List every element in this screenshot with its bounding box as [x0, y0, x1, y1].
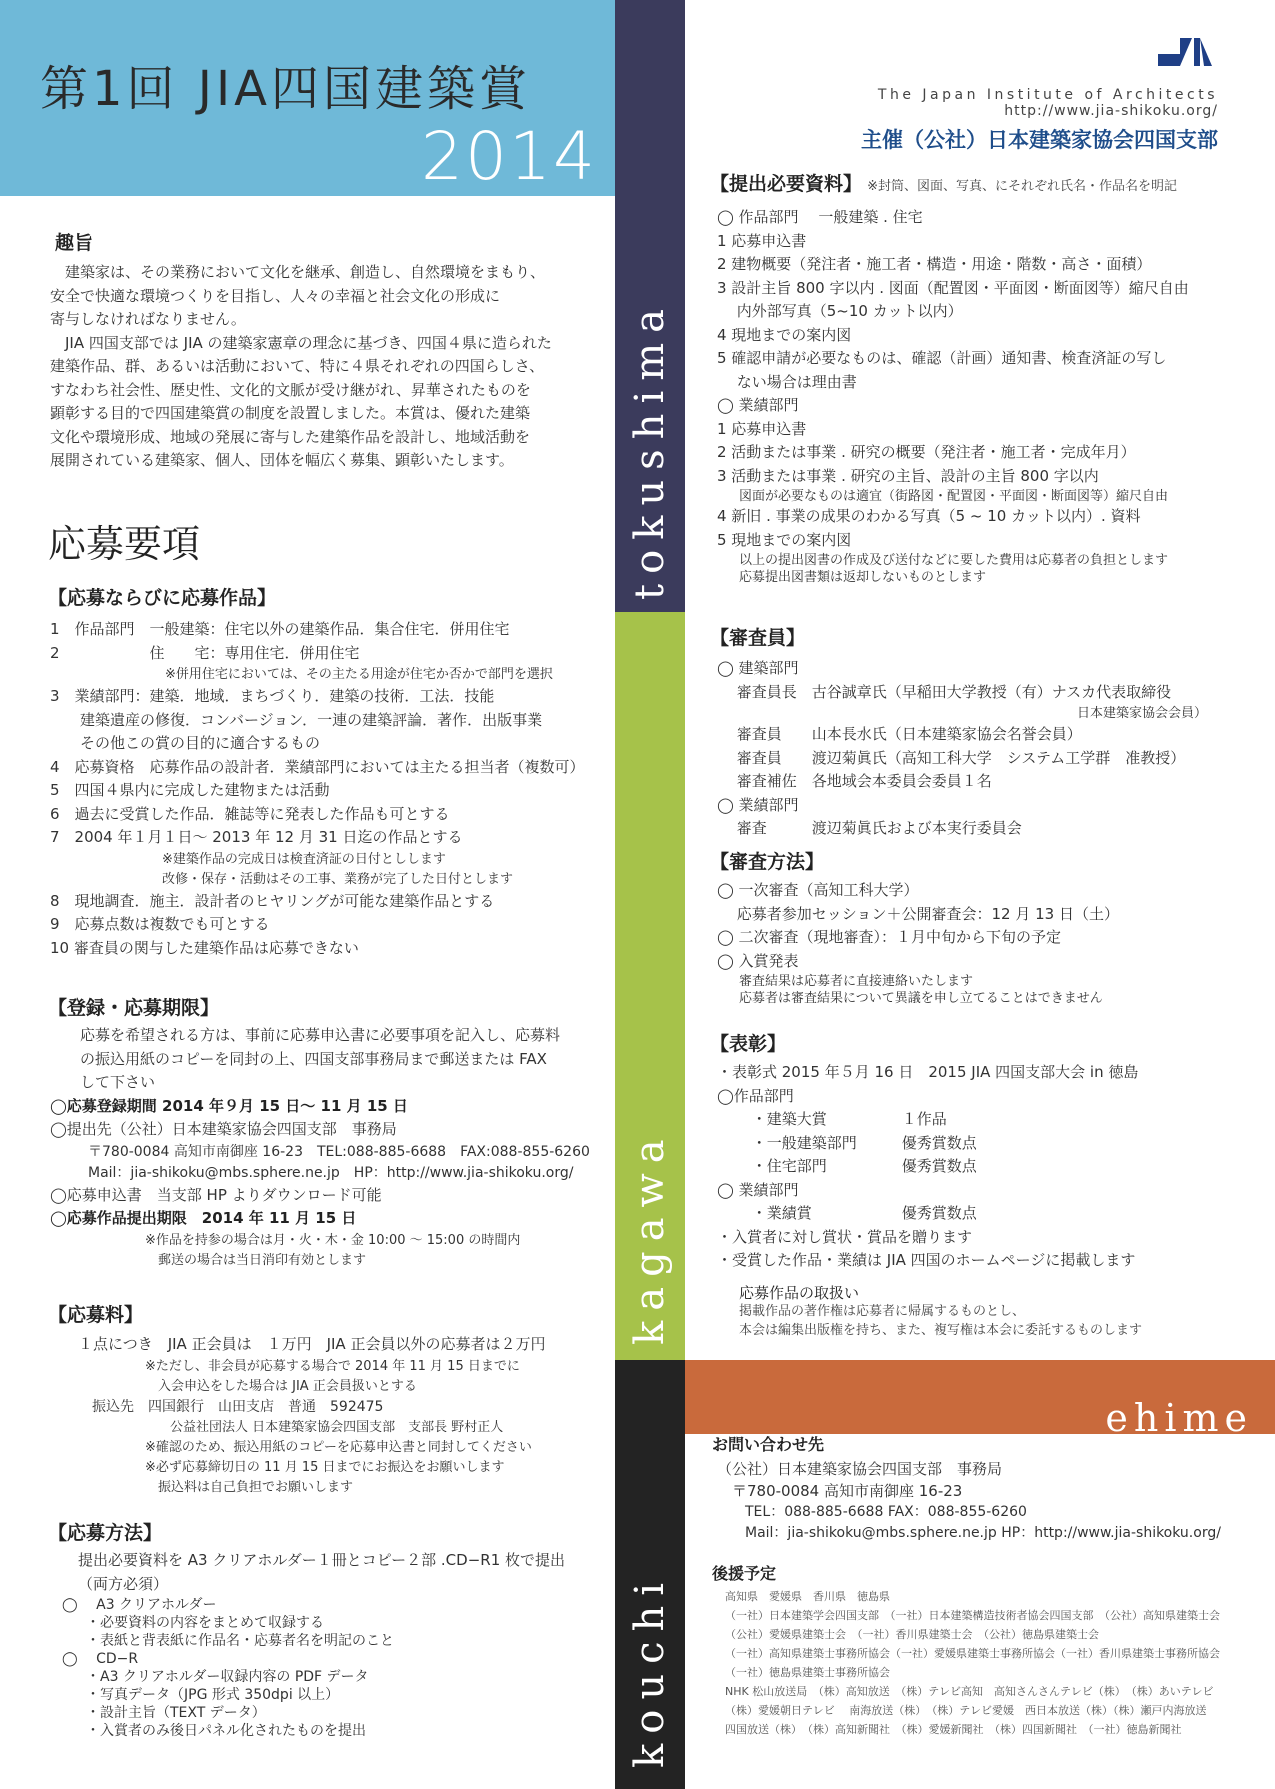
- band-label-ehime: ehime: [1105, 1396, 1253, 1440]
- purpose-line: 文化や環境形成、地域の発展に寄与した建築作品を設計し、地域活動を: [50, 427, 531, 446]
- method-heading: 【応募方法】: [48, 1522, 163, 1544]
- org-english-name: The Japan Institute of Architects: [877, 87, 1218, 103]
- docs-line: ◯ 業績部門: [717, 396, 799, 414]
- docs-line: 内外部写真（5~10 カット以内）: [717, 302, 963, 320]
- reg-line: ◯応募作品提出期限 2014 年 11 月 15 日: [50, 1209, 357, 1227]
- registration-list: [50, 1024, 610, 1271]
- docs-line: 5 現地までの案内図: [717, 530, 852, 549]
- award-line: ・住宅部門 優秀賞数点: [717, 1157, 977, 1175]
- page-title: 第1回 JIA四国建築賞: [40, 61, 531, 117]
- entry-line: 4 応募資格 応募作品の設計者．業績部門においては主たる担当者（複数可）: [50, 757, 585, 776]
- docs-line: ない場合は理由書: [717, 372, 857, 391]
- band-label-tokushima: tokushima: [627, 298, 673, 600]
- docs-heading: [710, 169, 1177, 196]
- support-line: （一社）日本建築学会四国支部 （一社）日本建築構造技術者協会四国支部 （公社）高知県建築士会: [725, 1609, 1220, 1622]
- jury-line: 審査 渡辺菊眞氏および本実行委員会: [717, 819, 1022, 837]
- docs-line: 3 設計主旨 800 字以内 . 図面（配置図・平面図・断面図等）縮尺自由: [717, 278, 1189, 297]
- purpose-line: 安全で快適な環境つくりを目指し、人々の幸福と社会文化の形成に: [50, 286, 501, 305]
- support-line: （一社）高知県建築士事務所協会（一社）愛媛県建築士事務所協会（一社）香川県建築士事務所協会: [725, 1647, 1220, 1660]
- reg-line: ※作品を持参の場合は月・火・木・金 10:00 ～ 15:00 の時間内: [145, 1232, 521, 1248]
- entry-list: [50, 618, 610, 960]
- method-line: ・表紙と背表紙に作品名・応募者名を明記のこと: [86, 1633, 394, 1649]
- entry-line: 9 応募点数は複数でも可とする: [50, 915, 270, 933]
- purpose-line: 建築家は、その業務において文化を継承、創造し、自然環境をまもり、: [50, 263, 546, 281]
- docs-line: 2 活動または事業 . 研究の概要（発注者・施工者・完成年月）: [717, 443, 1136, 461]
- award-heading: 【表彰】: [710, 1033, 787, 1055]
- judge-line: 応募者は審査結果について異議を申し立てることはできません: [739, 991, 1103, 1006]
- handling-line: 本会は編集出版権を持ち、また、複写権は本会に委託するものします: [739, 1323, 1143, 1338]
- support-line: 高知県 愛媛県 香川県 徳島県: [725, 1590, 890, 1603]
- band-ehime: [685, 1360, 1275, 1440]
- award-line: ・一般建築部門 優秀賞数点: [717, 1133, 977, 1152]
- jury-line: 審査員 渡辺菊眞氏（高知工科大学 システム工学群 准教授）: [717, 748, 1186, 767]
- jury-line: ◯ 業績部門: [717, 795, 799, 814]
- method-line: ◯ A3 クリアホルダー: [62, 1597, 217, 1613]
- purpose-heading: [55, 228, 93, 255]
- method-line: 提出必要資料を A3 クリアホルダー１冊とコピー２部 .CD−R1 枚で提出: [78, 1551, 566, 1569]
- organizer-name: 主催（公社）日本建築家協会四国支部: [861, 128, 1218, 152]
- entry-line: 5 四国４県内に完成した建物または活動: [50, 781, 330, 799]
- docs-line: 3 活動または事業 . 研究の主旨、設計の主旨 800 字以内: [717, 466, 1099, 485]
- entry-line: 6 過去に受賞した作品．雑誌等に発表した作品も可とする: [50, 804, 450, 823]
- award-list: [717, 1061, 1267, 1273]
- entry-line: 2 住 宅：専用住宅．併用住宅: [50, 643, 360, 662]
- method-line: ◯ CD−R: [62, 1651, 139, 1667]
- purpose-line: 寄与しなければなりません。: [50, 310, 246, 328]
- method-line: ・A3 クリアホルダー収録内容の PDF データ: [86, 1669, 369, 1685]
- contact-line: 〒780-0084 高知市南御座 16-23: [717, 1482, 963, 1500]
- docs-line: 4 新旧 . 事業の成果のわかる写真（5 ~ 10 カット以内）. 資料: [717, 507, 1141, 525]
- method-line: ・入賞者のみ後日パネル化されたものを提出: [86, 1723, 366, 1739]
- band-label-kouchi: kouchi: [627, 1572, 673, 1768]
- support-heading: 後援予定: [712, 1564, 777, 1583]
- reg-line: 応募を希望される方は、事前に応募申込書に必要事項を記入し、応募料: [50, 1026, 561, 1044]
- purpose-line: 展開されている建築家、個人、団体を幅広く募集、顕彰いたします。: [50, 451, 514, 469]
- band-tokushima: [615, 0, 685, 612]
- docs-line: 4 現地までの案内図: [717, 325, 852, 344]
- award-line: ・建築大賞 １作品: [717, 1110, 947, 1128]
- docs-line: 1 応募申込書: [717, 419, 807, 438]
- purpose-line: 顕彰する目的で四国建築賞の制度を設置しました。本賞は、優れた建築: [50, 404, 531, 422]
- entry-line: 8 現地調査．施主．設計者のヒヤリングが可能な建築作品とする: [50, 891, 495, 910]
- title-year: 2014: [421, 118, 597, 195]
- award-line: ・入賞者に対し賞状・賞品を贈ります: [717, 1227, 973, 1246]
- guidelines-heading: 応募要項: [48, 522, 201, 566]
- judge-line: 応募者参加セッション＋公開審査会：12 月 13 日（土）: [717, 904, 1119, 923]
- support-line: （公社）愛媛県建築士会 （一社）香川県建築士会 （公社）徳島県建築士会: [725, 1628, 1099, 1641]
- award-line: ・受賞した作品・業績は JIA 四国のホームページに掲載します: [717, 1251, 1136, 1269]
- support-line: （一社）徳島県建築士事務所協会: [725, 1666, 890, 1679]
- fee-heading: 【応募料】: [48, 1304, 144, 1326]
- jury-line: ◯ 建築部門: [717, 659, 799, 677]
- fee-line: １点につき JIA 正会員は １万円 JIA 正会員以外の応募者は２万円: [78, 1335, 546, 1353]
- entry-line: その他この賞の目的に適合するもの: [50, 734, 321, 752]
- reg-line: ◯応募申込書 当支部 HP よりダウンロード可能: [50, 1185, 382, 1204]
- purpose-text: [50, 261, 610, 473]
- purpose-heading-text: 趣旨: [55, 232, 94, 254]
- method-list: [50, 1549, 610, 1740]
- contact-line: （公社）日本建築家協会四国支部 事務局: [717, 1460, 1003, 1478]
- entry-heading: 【応募ならびに応募作品】: [48, 587, 277, 609]
- jury-line: 審査員 山本長水氏（日本建築家協会名誉会員）: [717, 725, 1082, 743]
- support-line: NHK 松山放送局 （株）高知放送 （株）テレビ高知 高知さんさんテレビ（株） （株）あいテレビ: [725, 1685, 1214, 1698]
- method-line: ・設計主旨（TEXT データ）: [86, 1705, 266, 1721]
- judge-line: ◯ 入賞発表: [717, 951, 799, 970]
- band-label-kagawa: kagawa: [627, 1129, 673, 1345]
- docs-list: [717, 206, 1267, 586]
- docs-line: 1 応募申込書: [717, 231, 807, 250]
- docs-line: 5 確認申請が必要なものは、確認（計画）通知書、検査済証の写し: [717, 349, 1167, 367]
- judging-list: [717, 879, 1267, 1007]
- support-line: 四国放送（株） （株）高知新聞社 （株）愛媛新聞社 （株）四国新聞社 （一社）徳島新聞社: [725, 1723, 1182, 1736]
- handling-text: [739, 1302, 1259, 1340]
- entry-line: ※併用住宅においては、その主たる用途が住宅か否かで部門を選択: [165, 667, 553, 682]
- purpose-line: JIA 四国支部では JIA の建築家憲章の理念に基づき、四国４県に造られた: [50, 333, 552, 352]
- band-kagawa: [615, 612, 685, 1360]
- support-list: [725, 1587, 1270, 1739]
- reg-line: ◯提出先（公社）日本建築家協会四国支部 事務局: [50, 1120, 397, 1138]
- award-line: ・表彰式 2015 年５月 16 日 2015 JIA 四国支部大会 in 徳島: [717, 1063, 1139, 1081]
- contact-line: TEL：088-885-6688 FAX：088-855-6260: [717, 1504, 1027, 1520]
- reg-line: の振込用紙のコピーを同封の上、四国支部事務局まで郵送または FAX: [50, 1049, 547, 1068]
- reg-line: 郵送の場合は当日消印有効とします: [158, 1252, 367, 1268]
- band-kouchi: [615, 1360, 685, 1789]
- handling-heading: 応募作品の取扱い: [739, 1284, 860, 1302]
- docs-line: 2 建物概要（発注者・施工者・構造・用途・階数・高さ・面積）: [717, 255, 1152, 273]
- fee-line: 振込料は自己負担でお願いします: [158, 1479, 354, 1495]
- docs-line: 以上の提出図書の作成及び送付などに要した費用は応募者の負担とします: [739, 553, 1169, 568]
- award-line: ・業績賞 優秀賞数点: [717, 1204, 977, 1222]
- jia-logo-icon: [1158, 36, 1212, 74]
- docs-line: 図面が必要なものは適宜（街路図・配置図・平面図・断面図等）縮尺自由: [739, 489, 1169, 504]
- docs-line: 応募提出図書類は返却しないものとします: [739, 570, 987, 585]
- jury-heading: 【審査員】: [710, 627, 806, 649]
- contact-heading: お問い合わせ先: [712, 1435, 825, 1454]
- reg-line: して下さい: [50, 1073, 156, 1091]
- support-line: （株）愛媛朝日テレビ 南海放送（株） （株）テレビ愛媛 西日本放送（株）（株）瀬戸内海放送: [725, 1704, 1207, 1717]
- reg-line: Mail：jia-shikoku@mbs.sphere.ne.jp HP：http://www.jia-shikoku.org/: [60, 1164, 574, 1181]
- award-line: ◯ 業績部門: [717, 1180, 799, 1199]
- jury-line: 日本建築家協会会員）: [1076, 706, 1207, 721]
- fee-line: ※ただし、非会員が応募する場合で 2014 年 11 月 15 日までに: [145, 1358, 520, 1374]
- entry-line: 7 2004 年１月１日～ 2013 年 12 月 31 日迄の作品とする: [50, 828, 463, 846]
- method-line: ・必要資料の内容をまとめて収録する: [86, 1615, 324, 1631]
- entry-line: 10 審査員の関与した建築作品は応募できない: [50, 938, 359, 957]
- jury-line: 審査員長 古谷誠章氏（早稲田大学教授（有）ナスカ代表取締役: [717, 682, 1172, 701]
- award-line: ◯作品部門: [717, 1086, 794, 1105]
- judge-line: ◯ 二次審査（現地審査）：１月中旬から下旬の予定: [717, 928, 1062, 946]
- fee-line: 入会申込をした場合は JIA 正会員扱いとする: [158, 1378, 417, 1394]
- reg-line: ◯応募登録期間 2014 年９月 15 日～ 11 月 15 日: [50, 1096, 408, 1115]
- contact-text: [717, 1458, 1267, 1544]
- docs-line: ◯ 作品部門 一般建築 . 住宅: [717, 208, 923, 226]
- handling-line: 掲載作品の著作権は応募者に帰属するものとし、: [739, 1304, 1026, 1319]
- purpose-line: 建築作品、群、あるいは活動において、特に４県それぞれの四国らしさ、: [50, 357, 545, 375]
- jury-line: 審査補佐 各地域会本委員会委員１名: [717, 772, 992, 790]
- entry-line: 改修・保存・活動はその工事、業務が完了した日付とします: [162, 871, 514, 887]
- title-banner: [0, 0, 615, 196]
- judge-line: 審査結果は応募者に直接連絡いたします: [739, 974, 974, 989]
- contact-line: Mail：jia-shikoku@mbs.sphere.ne.jp HP：http://www.jia-shikoku.org/: [717, 1525, 1221, 1541]
- org-url: http://www.jia-shikoku.org/: [1004, 103, 1218, 119]
- purpose-line: すなわち社会性、歴史性、文化的文脈が受け継がれ、昇華されたものを: [50, 380, 531, 399]
- reg-line: 〒780-0084 高知市南御座 16-23 TEL:088-885-6688 FAX:088-855-6260: [60, 1143, 590, 1160]
- registration-heading: 【登録・応募期限】: [48, 997, 220, 1019]
- entry-line: 1 作品部門 一般建築：住宅以外の建築作品．集合住宅．併用住宅: [50, 620, 510, 638]
- judging-heading: 【審査方法】: [710, 851, 825, 873]
- docs-heading-note: ※封筒、図面、写真、にそれぞれ氏名・作品名を明記: [867, 179, 1178, 194]
- method-line: （両方必須）: [78, 1574, 169, 1593]
- jury-list: [717, 657, 1267, 841]
- fee-line: 公益社団法人 日本建築家協会四国支部 支部長 野村正人: [170, 1419, 504, 1435]
- entry-line: ※建築作品の完成日は検査済証の日付としします: [162, 851, 446, 867]
- method-line: ・写真データ（JPG 形式 350dpi 以上）: [86, 1687, 340, 1703]
- fee-line: 振込先 四国銀行 山田支店 普通 592475: [92, 1398, 384, 1415]
- entry-line: 3 業績部門：建築．地域．まちづくり．建築の技術．工法．技能: [50, 687, 495, 705]
- judge-line: ◯ 一次審査（高知工科大学）: [717, 881, 919, 899]
- fee-line: ※確認のため、振込用紙のコピーを応募申込書と同封してください: [145, 1439, 532, 1455]
- fee-list: [50, 1333, 610, 1498]
- docs-heading-text: 【提出必要資料】: [710, 173, 863, 195]
- entry-line: 建築遺産の修復．コンバージョン．一連の建築評論．著作．出版事業: [50, 710, 543, 729]
- fee-line: ※必ず応募締切日の 11 月 15 日までにお振込をお願いします: [145, 1459, 505, 1475]
